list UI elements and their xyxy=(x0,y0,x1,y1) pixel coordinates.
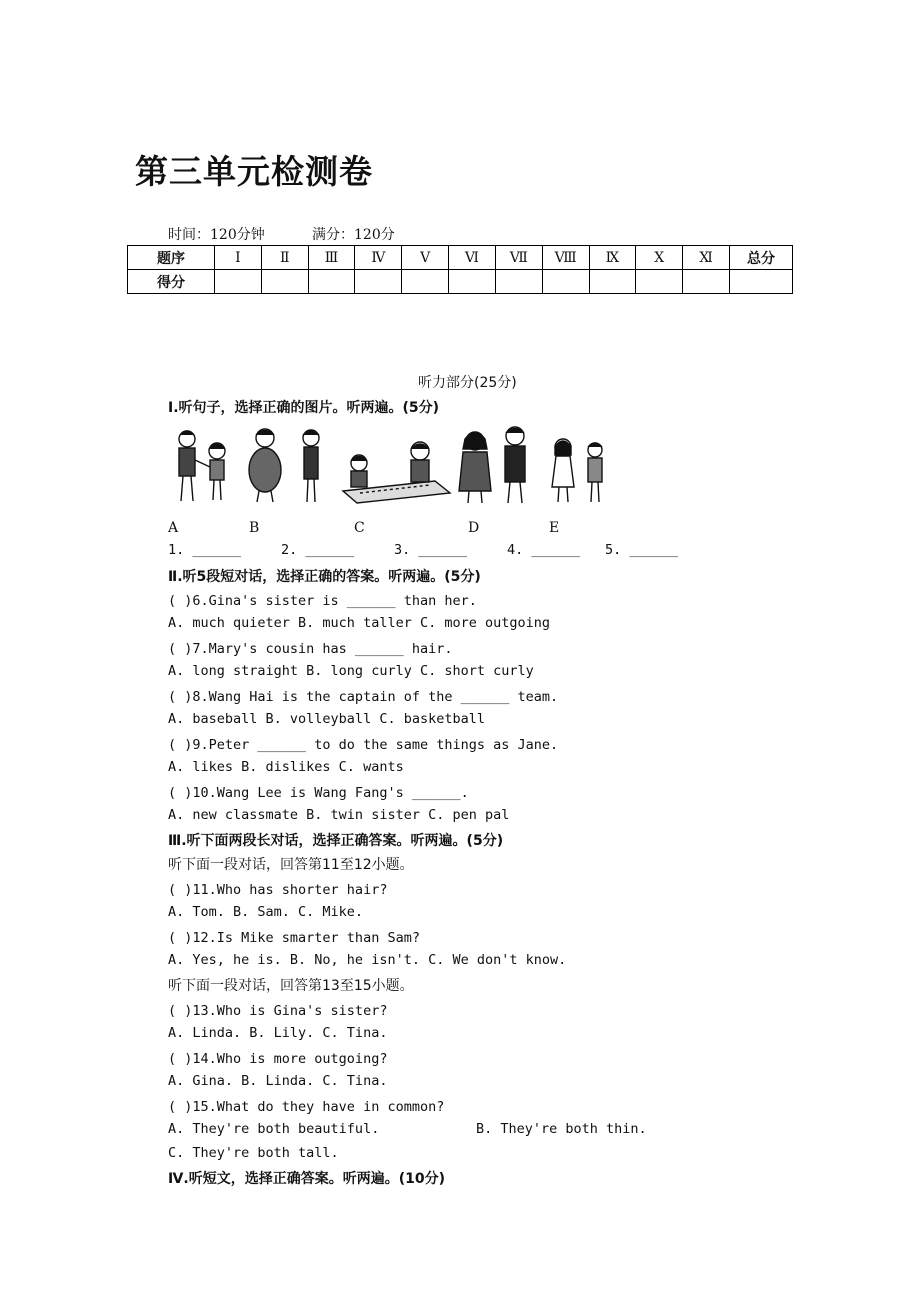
question-6: ( )6.Gina's sister is ______ than her. xyxy=(168,593,477,609)
column-5: Ⅴ xyxy=(402,246,449,270)
answer-blank-4[interactable]: 4. ______ xyxy=(507,542,581,558)
answer-blank-5[interactable]: 5. ______ xyxy=(605,542,679,558)
column-6: Ⅵ xyxy=(449,246,496,270)
part2-heading: Ⅱ.听5段短对话，选择正确的答案。听两遍。(5分) xyxy=(168,569,481,585)
picture-e xyxy=(552,439,602,502)
page-title: 第三单元检测卷 xyxy=(135,152,373,191)
picture-label-d: D xyxy=(468,520,480,536)
part1-heading: Ⅰ.听句子，选择正确的图片。听两遍。(5分) xyxy=(168,400,440,416)
picture-b xyxy=(249,429,319,502)
question-9: ( )9.Peter ______ to do the same things as Jane. xyxy=(168,737,559,753)
score-cell[interactable] xyxy=(636,270,683,294)
options-9: A. likes B. dislikes C. wants xyxy=(168,759,404,775)
score-table-header-row xyxy=(128,246,793,270)
score-cell[interactable] xyxy=(542,270,589,294)
options-10: A. new classmate B. twin sister C. pen pal xyxy=(168,807,510,823)
question-8: ( )8.Wang Hai is the captain of the ______ team. xyxy=(168,689,559,705)
picture-a xyxy=(179,431,225,501)
options-13: A. Linda. B. Lily. C. Tina. xyxy=(168,1025,388,1041)
options-8: A. baseball B. volleyball C. basketball xyxy=(168,711,485,727)
options-7: A. long straight B. long curly C. short curly xyxy=(168,663,534,679)
score-cell[interactable] xyxy=(355,270,402,294)
picture-label-e: E xyxy=(549,520,560,536)
score-cell[interactable] xyxy=(495,270,542,294)
time-limit: 时间：120分钟 xyxy=(168,227,265,243)
column-total: 总分 xyxy=(730,246,793,270)
question-12: ( )12.Is Mike smarter than Sam? xyxy=(168,930,420,946)
option-15-a: A. They're both beautiful. xyxy=(168,1121,380,1137)
score-cell[interactable] xyxy=(402,270,449,294)
score-table xyxy=(127,245,793,294)
part4-heading: Ⅳ.听短文，选择正确答案。听两遍。(10分) xyxy=(168,1171,445,1187)
question-11: ( )11.Who has shorter hair? xyxy=(168,882,388,898)
picture-c xyxy=(343,442,450,503)
options-14: A. Gina. B. Linda. C. Tina. xyxy=(168,1073,388,1089)
score-cell[interactable] xyxy=(215,270,262,294)
column-1: Ⅰ xyxy=(215,246,262,270)
picture-label-c: C xyxy=(354,520,365,536)
part3-heading: Ⅲ.听下面两段长对话，选择正确答案。听两遍。(5分) xyxy=(168,833,504,849)
question-14: ( )14.Who is more outgoing? xyxy=(168,1051,388,1067)
full-score: 满分：120分 xyxy=(312,227,395,243)
column-10: Ⅹ xyxy=(636,246,683,270)
score-cell[interactable] xyxy=(589,270,636,294)
column-7: Ⅶ xyxy=(495,246,542,270)
column-4: Ⅳ xyxy=(355,246,402,270)
score-table-score-row xyxy=(128,270,793,294)
column-11: Ⅺ xyxy=(683,246,730,270)
options-11: A. Tom. B. Sam. C. Mike. xyxy=(168,904,364,920)
option-15-c: C. They're both tall. xyxy=(168,1145,339,1161)
picture-label-b: B xyxy=(249,520,260,536)
question-10: ( )10.Wang Lee is Wang Fang's ______. xyxy=(168,785,469,801)
score-cell[interactable] xyxy=(308,270,355,294)
column-2: Ⅱ xyxy=(261,246,308,270)
part3-instruction-1: 听下面一段对话，回答第11至12小题。 xyxy=(168,857,414,873)
answer-blank-3[interactable]: 3. ______ xyxy=(394,542,468,558)
picture-d xyxy=(459,427,525,503)
answer-blank-2[interactable]: 2. ______ xyxy=(281,542,355,558)
column-9: Ⅸ xyxy=(589,246,636,270)
option-15-b: B. They're both thin. xyxy=(476,1121,647,1137)
picture-label-a: A xyxy=(168,520,179,536)
score-cell[interactable] xyxy=(683,270,730,294)
score-cell[interactable] xyxy=(449,270,496,294)
score-cell[interactable] xyxy=(261,270,308,294)
row-label-score: 得分 xyxy=(128,270,215,294)
options-12: A. Yes, he is. B. No, he isn't. C. We don't know. xyxy=(168,952,567,968)
picture-options xyxy=(165,425,615,507)
column-3: Ⅲ xyxy=(308,246,355,270)
question-13: ( )13.Who is Gina's sister? xyxy=(168,1003,388,1019)
part3-instruction-2: 听下面一段对话，回答第13至15小题。 xyxy=(168,978,414,994)
listening-section-heading: 听力部分(25分) xyxy=(418,375,517,391)
question-15: ( )15.What do they have in common? xyxy=(168,1099,445,1115)
score-cell-total[interactable] xyxy=(730,270,793,294)
row-label-question-number: 题序 xyxy=(128,246,215,270)
question-7: ( )7.Mary's cousin has ______ hair. xyxy=(168,641,453,657)
column-8: Ⅷ xyxy=(542,246,589,270)
options-6: A. much quieter B. much taller C. more outgoing xyxy=(168,615,551,631)
answer-blank-1[interactable]: 1. ______ xyxy=(168,542,242,558)
